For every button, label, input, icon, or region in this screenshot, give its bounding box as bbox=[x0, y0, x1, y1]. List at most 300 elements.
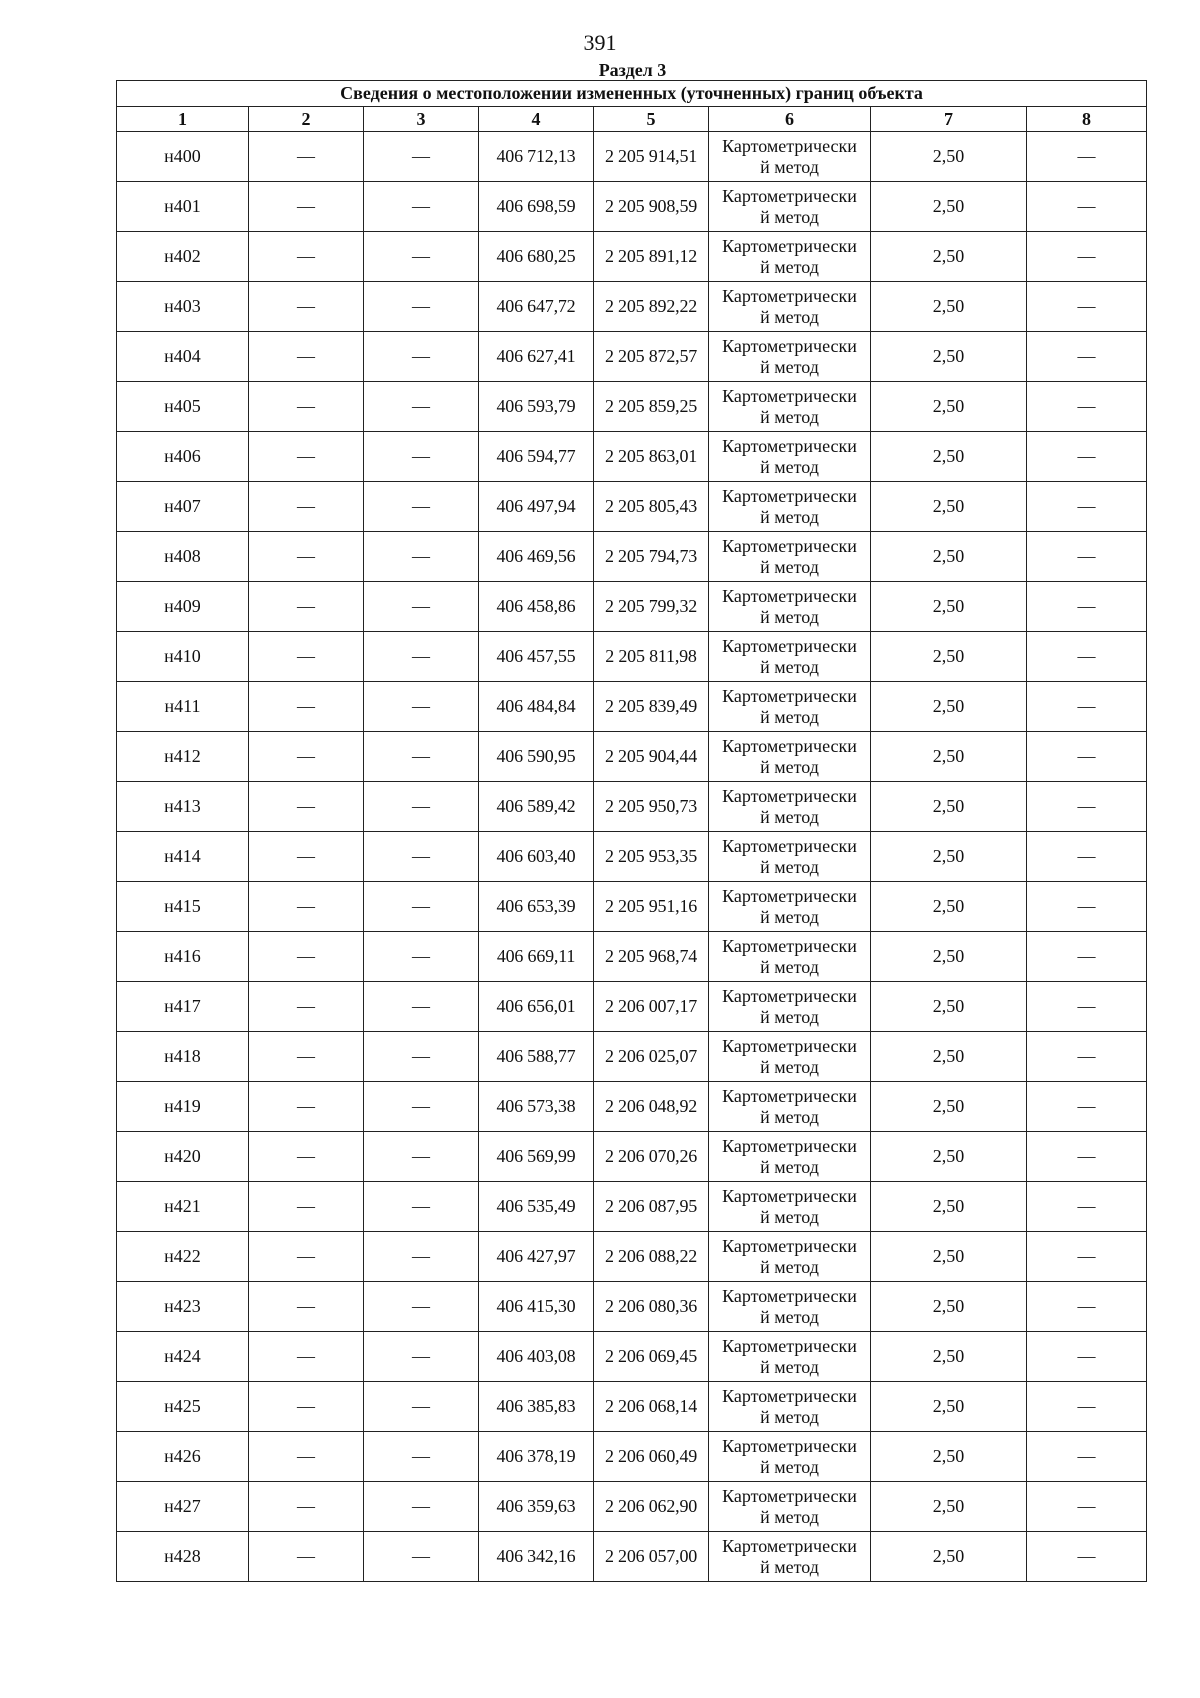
column-2-cell: — bbox=[249, 332, 364, 382]
accuracy-cell: 2,50 bbox=[871, 1232, 1027, 1282]
accuracy-cell: 2,50 bbox=[871, 1182, 1027, 1232]
y-coordinate-cell: 2 206 087,95 bbox=[594, 1182, 709, 1232]
method-cell bbox=[709, 232, 871, 282]
x-coordinate-cell: 406 653,39 bbox=[479, 882, 594, 932]
column-3-cell: — bbox=[364, 1232, 479, 1282]
method-line-2: й метод bbox=[760, 1156, 819, 1177]
point-cell: н420 bbox=[117, 1132, 249, 1182]
point-cell: н406 bbox=[117, 432, 249, 482]
accuracy-cell: 2,50 bbox=[871, 1482, 1027, 1532]
column-3-cell: — bbox=[364, 832, 479, 882]
table-body bbox=[117, 132, 1147, 1582]
column-3-cell: — bbox=[364, 1382, 479, 1432]
y-coordinate-cell: 2 206 060,49 bbox=[594, 1432, 709, 1482]
accuracy-cell: 2,50 bbox=[871, 982, 1027, 1032]
x-coordinate-cell: 406 457,55 bbox=[479, 632, 594, 682]
column-2-cell: — bbox=[249, 1432, 364, 1482]
method-cell bbox=[709, 782, 871, 832]
table-row bbox=[117, 1332, 1147, 1382]
point-cell: н410 bbox=[117, 632, 249, 682]
point-cell: н424 bbox=[117, 1332, 249, 1382]
y-coordinate-cell: 2 205 872,57 bbox=[594, 332, 709, 382]
column-8-cell: — bbox=[1027, 882, 1147, 932]
page-number: 391 bbox=[583, 30, 617, 55]
column-3-cell: — bbox=[364, 682, 479, 732]
column-2-cell: — bbox=[249, 732, 364, 782]
method-cell bbox=[709, 882, 871, 932]
x-coordinate-cell: 406 627,41 bbox=[479, 332, 594, 382]
x-coordinate-cell: 406 497,94 bbox=[479, 482, 594, 532]
column-3-cell: — bbox=[364, 532, 479, 582]
method-cell bbox=[709, 632, 871, 682]
accuracy-cell: 2,50 bbox=[871, 232, 1027, 282]
x-coordinate-cell: 406 385,83 bbox=[479, 1382, 594, 1432]
accuracy-cell: 2,50 bbox=[871, 1132, 1027, 1182]
column-3-cell: — bbox=[364, 1132, 479, 1182]
column-2-cell: — bbox=[249, 432, 364, 482]
x-coordinate-cell: 406 656,01 bbox=[479, 982, 594, 1032]
column-8-cell: — bbox=[1027, 432, 1147, 482]
method-line-2: й метод bbox=[760, 1506, 819, 1527]
x-coordinate-cell: 406 359,63 bbox=[479, 1482, 594, 1532]
x-coordinate-cell: 406 647,72 bbox=[479, 282, 594, 332]
point-cell: н407 bbox=[117, 482, 249, 532]
y-coordinate-cell: 2 205 892,22 bbox=[594, 282, 709, 332]
accuracy-cell: 2,50 bbox=[871, 632, 1027, 682]
column-3-cell: — bbox=[364, 1432, 479, 1482]
column-8-cell: — bbox=[1027, 232, 1147, 282]
column-8-cell: — bbox=[1027, 1282, 1147, 1332]
column-3-cell: — bbox=[364, 282, 479, 332]
column-2-cell: — bbox=[249, 632, 364, 682]
method-line-2: й метод bbox=[760, 1106, 819, 1127]
method-line-2: й метод bbox=[760, 406, 819, 427]
y-coordinate-cell: 2 205 863,01 bbox=[594, 432, 709, 482]
x-coordinate-cell: 406 590,95 bbox=[479, 732, 594, 782]
column-3-cell: — bbox=[364, 1282, 479, 1332]
method-cell bbox=[709, 1432, 871, 1482]
column-header-3: 3 bbox=[364, 107, 479, 132]
accuracy-cell: 2,50 bbox=[871, 1532, 1027, 1582]
method-line-2: й метод bbox=[760, 806, 819, 827]
accuracy-cell: 2,50 bbox=[871, 532, 1027, 582]
column-header-4: 4 bbox=[479, 107, 594, 132]
table-row bbox=[117, 1432, 1147, 1482]
table-row bbox=[117, 1532, 1147, 1582]
method-line-2: й метод bbox=[760, 356, 819, 377]
method-line-1: Картометрически bbox=[722, 935, 857, 956]
y-coordinate-cell: 2 206 069,45 bbox=[594, 1332, 709, 1382]
point-cell: н413 bbox=[117, 782, 249, 832]
accuracy-cell: 2,50 bbox=[871, 282, 1027, 332]
column-3-cell: — bbox=[364, 982, 479, 1032]
section-title: Раздел 3 bbox=[598, 60, 667, 80]
column-8-cell: — bbox=[1027, 1382, 1147, 1432]
y-coordinate-cell: 2 205 914,51 bbox=[594, 132, 709, 182]
accuracy-cell: 2,50 bbox=[871, 1382, 1027, 1432]
column-3-cell: — bbox=[364, 132, 479, 182]
method-cell bbox=[709, 1332, 871, 1382]
x-coordinate-cell: 406 342,16 bbox=[479, 1532, 594, 1582]
accuracy-cell: 2,50 bbox=[871, 432, 1027, 482]
method-line-2: й метод bbox=[760, 906, 819, 927]
accuracy-cell: 2,50 bbox=[871, 332, 1027, 382]
method-cell bbox=[709, 1082, 871, 1132]
table-row bbox=[117, 682, 1147, 732]
point-cell: н402 bbox=[117, 232, 249, 282]
table-row bbox=[117, 1182, 1147, 1232]
y-coordinate-cell: 2 205 950,73 bbox=[594, 782, 709, 832]
x-coordinate-cell: 406 712,13 bbox=[479, 132, 594, 182]
x-coordinate-cell: 406 458,86 bbox=[479, 582, 594, 632]
point-cell: н427 bbox=[117, 1482, 249, 1532]
accuracy-cell: 2,50 bbox=[871, 1032, 1027, 1082]
table-row bbox=[117, 1032, 1147, 1082]
y-coordinate-cell: 2 205 951,16 bbox=[594, 882, 709, 932]
accuracy-cell: 2,50 bbox=[871, 732, 1027, 782]
method-line-1: Картометрически bbox=[722, 1035, 857, 1056]
column-8-cell: — bbox=[1027, 1082, 1147, 1132]
method-line-1: Картометрически bbox=[722, 685, 857, 706]
method-line-1: Картометрически bbox=[722, 135, 857, 156]
method-line-2: й метод bbox=[760, 656, 819, 677]
point-cell: н409 bbox=[117, 582, 249, 632]
x-coordinate-cell: 406 415,30 bbox=[479, 1282, 594, 1332]
point-cell: н403 bbox=[117, 282, 249, 332]
table-row bbox=[117, 1132, 1147, 1182]
method-line-2: й метод bbox=[760, 556, 819, 577]
x-coordinate-cell: 406 573,38 bbox=[479, 1082, 594, 1132]
table-row bbox=[117, 1482, 1147, 1532]
boundary-coordinates-table bbox=[116, 80, 1147, 1582]
method-line-2: й метод bbox=[760, 456, 819, 477]
column-8-cell: — bbox=[1027, 632, 1147, 682]
accuracy-cell: 2,50 bbox=[871, 682, 1027, 732]
method-line-1: Картометрически bbox=[722, 485, 857, 506]
column-3-cell: — bbox=[364, 382, 479, 432]
method-cell bbox=[709, 732, 871, 782]
method-line-1: Картометрически bbox=[722, 985, 857, 1006]
accuracy-cell: 2,50 bbox=[871, 582, 1027, 632]
table-row bbox=[117, 782, 1147, 832]
point-cell: н417 bbox=[117, 982, 249, 1032]
y-coordinate-cell: 2 205 811,98 bbox=[594, 632, 709, 682]
point-cell: н425 bbox=[117, 1382, 249, 1432]
point-cell: н412 bbox=[117, 732, 249, 782]
table-row bbox=[117, 182, 1147, 232]
point-cell: н401 bbox=[117, 182, 249, 232]
method-line-1: Картометрически bbox=[722, 1085, 857, 1106]
y-coordinate-cell: 2 206 048,92 bbox=[594, 1082, 709, 1132]
method-cell bbox=[709, 1132, 871, 1182]
column-2-cell: — bbox=[249, 282, 364, 332]
method-line-2: й метод bbox=[760, 1456, 819, 1477]
column-header-1: 1 bbox=[117, 107, 249, 132]
column-2-cell: — bbox=[249, 1332, 364, 1382]
accuracy-cell: 2,50 bbox=[871, 932, 1027, 982]
column-3-cell: — bbox=[364, 432, 479, 482]
column-2-cell: — bbox=[249, 1382, 364, 1432]
column-8-cell: — bbox=[1027, 182, 1147, 232]
column-8-cell: — bbox=[1027, 332, 1147, 382]
table-row bbox=[117, 632, 1147, 682]
table-caption: Сведения о местоположении измененных (уточненных) границ объекта bbox=[117, 81, 1147, 107]
method-line-1: Картометрически bbox=[722, 185, 857, 206]
method-cell bbox=[709, 682, 871, 732]
column-8-cell: — bbox=[1027, 1332, 1147, 1382]
accuracy-cell: 2,50 bbox=[871, 132, 1027, 182]
method-line-2: й метод bbox=[760, 856, 819, 877]
table-row bbox=[117, 582, 1147, 632]
column-8-cell: — bbox=[1027, 1182, 1147, 1232]
method-cell bbox=[709, 582, 871, 632]
table-row bbox=[117, 432, 1147, 482]
method-line-2: й метод bbox=[760, 256, 819, 277]
column-3-cell: — bbox=[364, 1032, 479, 1082]
y-coordinate-cell: 2 206 057,00 bbox=[594, 1532, 709, 1582]
y-coordinate-cell: 2 205 904,44 bbox=[594, 732, 709, 782]
column-8-cell: — bbox=[1027, 532, 1147, 582]
table-row bbox=[117, 982, 1147, 1032]
column-2-cell: — bbox=[249, 782, 364, 832]
column-3-cell: — bbox=[364, 232, 479, 282]
method-cell bbox=[709, 982, 871, 1032]
column-8-cell: — bbox=[1027, 982, 1147, 1032]
method-line-1: Картометрически bbox=[722, 235, 857, 256]
table-row bbox=[117, 932, 1147, 982]
point-cell: н416 bbox=[117, 932, 249, 982]
y-coordinate-cell: 2 205 839,49 bbox=[594, 682, 709, 732]
table-header-row bbox=[117, 107, 1147, 132]
x-coordinate-cell: 406 588,77 bbox=[479, 1032, 594, 1082]
method-cell bbox=[709, 1532, 871, 1582]
table-row bbox=[117, 132, 1147, 182]
column-3-cell: — bbox=[364, 482, 479, 532]
column-2-cell: — bbox=[249, 132, 364, 182]
column-2-cell: — bbox=[249, 832, 364, 882]
x-coordinate-cell: 406 403,08 bbox=[479, 1332, 594, 1382]
column-3-cell: — bbox=[364, 582, 479, 632]
method-line-2: й метод bbox=[760, 706, 819, 727]
method-cell bbox=[709, 1482, 871, 1532]
x-coordinate-cell: 406 469,56 bbox=[479, 532, 594, 582]
method-line-2: й метод bbox=[760, 1556, 819, 1577]
column-8-cell: — bbox=[1027, 732, 1147, 782]
column-3-cell: — bbox=[364, 632, 479, 682]
column-8-cell: — bbox=[1027, 682, 1147, 732]
column-8-cell: — bbox=[1027, 832, 1147, 882]
y-coordinate-cell: 2 206 062,90 bbox=[594, 1482, 709, 1532]
method-line-1: Картометрически bbox=[722, 1535, 857, 1556]
y-coordinate-cell: 2 205 891,12 bbox=[594, 232, 709, 282]
method-line-1: Картометрически bbox=[722, 385, 857, 406]
column-header-5: 5 bbox=[594, 107, 709, 132]
column-8-cell: — bbox=[1027, 1532, 1147, 1582]
method-cell bbox=[709, 1232, 871, 1282]
point-cell: н411 bbox=[117, 682, 249, 732]
x-coordinate-cell: 406 594,77 bbox=[479, 432, 594, 482]
accuracy-cell: 2,50 bbox=[871, 482, 1027, 532]
x-coordinate-cell: 406 569,99 bbox=[479, 1132, 594, 1182]
method-line-1: Картометрически bbox=[722, 1485, 857, 1506]
method-line-2: й метод bbox=[760, 956, 819, 977]
method-cell bbox=[709, 482, 871, 532]
accuracy-cell: 2,50 bbox=[871, 1082, 1027, 1132]
x-coordinate-cell: 406 427,97 bbox=[479, 1232, 594, 1282]
column-2-cell: — bbox=[249, 1132, 364, 1182]
column-3-cell: — bbox=[364, 1532, 479, 1582]
method-line-1: Картометрически bbox=[722, 1235, 857, 1256]
accuracy-cell: 2,50 bbox=[871, 1332, 1027, 1382]
column-2-cell: — bbox=[249, 1232, 364, 1282]
method-cell bbox=[709, 382, 871, 432]
column-3-cell: — bbox=[364, 332, 479, 382]
column-8-cell: — bbox=[1027, 582, 1147, 632]
column-2-cell: — bbox=[249, 382, 364, 432]
column-2-cell: — bbox=[249, 1532, 364, 1582]
method-cell bbox=[709, 532, 871, 582]
y-coordinate-cell: 2 205 805,43 bbox=[594, 482, 709, 532]
column-8-cell: — bbox=[1027, 932, 1147, 982]
table-row bbox=[117, 1232, 1147, 1282]
table-row bbox=[117, 1282, 1147, 1332]
method-line-2: й метод bbox=[760, 756, 819, 777]
column-2-cell: — bbox=[249, 932, 364, 982]
y-coordinate-cell: 2 206 025,07 bbox=[594, 1032, 709, 1082]
method-cell bbox=[709, 1282, 871, 1332]
y-coordinate-cell: 2 205 799,32 bbox=[594, 582, 709, 632]
column-3-cell: — bbox=[364, 882, 479, 932]
accuracy-cell: 2,50 bbox=[871, 1432, 1027, 1482]
column-3-cell: — bbox=[364, 1482, 479, 1532]
table-caption-row bbox=[117, 81, 1147, 107]
accuracy-cell: 2,50 bbox=[871, 382, 1027, 432]
point-cell: н415 bbox=[117, 882, 249, 932]
column-3-cell: — bbox=[364, 782, 479, 832]
method-cell bbox=[709, 832, 871, 882]
x-coordinate-cell: 406 535,49 bbox=[479, 1182, 594, 1232]
y-coordinate-cell: 2 205 859,25 bbox=[594, 382, 709, 432]
column-2-cell: — bbox=[249, 1082, 364, 1132]
method-cell bbox=[709, 432, 871, 482]
column-8-cell: — bbox=[1027, 382, 1147, 432]
method-line-1: Картометрически bbox=[722, 1285, 857, 1306]
table-row bbox=[117, 1082, 1147, 1132]
point-cell: н428 bbox=[117, 1532, 249, 1582]
method-line-1: Картометрически bbox=[722, 285, 857, 306]
method-line-1: Картометрически bbox=[722, 635, 857, 656]
column-8-cell: — bbox=[1027, 1032, 1147, 1082]
method-line-2: й метод bbox=[760, 606, 819, 627]
method-line-1: Картометрически bbox=[722, 1135, 857, 1156]
method-line-1: Картометрически bbox=[722, 1185, 857, 1206]
y-coordinate-cell: 2 206 080,36 bbox=[594, 1282, 709, 1332]
method-cell bbox=[709, 182, 871, 232]
method-line-1: Картометрически bbox=[722, 585, 857, 606]
column-3-cell: — bbox=[364, 182, 479, 232]
column-3-cell: — bbox=[364, 1082, 479, 1132]
x-coordinate-cell: 406 680,25 bbox=[479, 232, 594, 282]
y-coordinate-cell: 2 206 088,22 bbox=[594, 1232, 709, 1282]
method-line-1: Картометрически bbox=[722, 535, 857, 556]
method-line-2: й метод bbox=[760, 206, 819, 227]
point-cell: н423 bbox=[117, 1282, 249, 1332]
x-coordinate-cell: 406 698,59 bbox=[479, 182, 594, 232]
method-line-2: й метод bbox=[760, 1206, 819, 1227]
accuracy-cell: 2,50 bbox=[871, 1282, 1027, 1332]
method-cell bbox=[709, 1182, 871, 1232]
column-header-7: 7 bbox=[871, 107, 1027, 132]
y-coordinate-cell: 2 206 007,17 bbox=[594, 982, 709, 1032]
column-2-cell: — bbox=[249, 1482, 364, 1532]
point-cell: н419 bbox=[117, 1082, 249, 1132]
column-2-cell: — bbox=[249, 532, 364, 582]
column-8-cell: — bbox=[1027, 782, 1147, 832]
column-3-cell: — bbox=[364, 932, 479, 982]
column-2-cell: — bbox=[249, 982, 364, 1032]
column-2-cell: — bbox=[249, 882, 364, 932]
table-row bbox=[117, 332, 1147, 382]
method-line-1: Картометрически bbox=[722, 335, 857, 356]
method-cell bbox=[709, 282, 871, 332]
method-line-2: й метод bbox=[760, 1306, 819, 1327]
column-3-cell: — bbox=[364, 732, 479, 782]
table-row bbox=[117, 1382, 1147, 1432]
point-cell: н400 bbox=[117, 132, 249, 182]
method-cell bbox=[709, 332, 871, 382]
table-row bbox=[117, 232, 1147, 282]
column-2-cell: — bbox=[249, 182, 364, 232]
method-line-1: Картометрически bbox=[722, 1385, 857, 1406]
method-line-1: Картометрически bbox=[722, 785, 857, 806]
method-line-1: Картометрически bbox=[722, 1335, 857, 1356]
point-cell: н405 bbox=[117, 382, 249, 432]
y-coordinate-cell: 2 205 794,73 bbox=[594, 532, 709, 582]
x-coordinate-cell: 406 669,11 bbox=[479, 932, 594, 982]
column-2-cell: — bbox=[249, 482, 364, 532]
method-cell bbox=[709, 932, 871, 982]
x-coordinate-cell: 406 378,19 bbox=[479, 1432, 594, 1482]
column-2-cell: — bbox=[249, 682, 364, 732]
column-8-cell: — bbox=[1027, 1232, 1147, 1282]
method-line-2: й метод bbox=[760, 306, 819, 327]
column-2-cell: — bbox=[249, 1282, 364, 1332]
x-coordinate-cell: 406 603,40 bbox=[479, 832, 594, 882]
y-coordinate-cell: 2 205 953,35 bbox=[594, 832, 709, 882]
table-row bbox=[117, 732, 1147, 782]
y-coordinate-cell: 2 205 908,59 bbox=[594, 182, 709, 232]
method-line-2: й метод bbox=[760, 1356, 819, 1377]
point-cell: н421 bbox=[117, 1182, 249, 1232]
method-line-1: Картометрически bbox=[722, 885, 857, 906]
x-coordinate-cell: 406 589,42 bbox=[479, 782, 594, 832]
method-line-1: Картометрически bbox=[722, 735, 857, 756]
table-row bbox=[117, 532, 1147, 582]
column-2-cell: — bbox=[249, 1032, 364, 1082]
table-row bbox=[117, 832, 1147, 882]
method-cell bbox=[709, 132, 871, 182]
method-line-2: й метод bbox=[760, 1056, 819, 1077]
column-2-cell: — bbox=[249, 232, 364, 282]
column-3-cell: — bbox=[364, 1332, 479, 1382]
point-cell: н422 bbox=[117, 1232, 249, 1282]
accuracy-cell: 2,50 bbox=[871, 782, 1027, 832]
x-coordinate-cell: 406 484,84 bbox=[479, 682, 594, 732]
column-8-cell: — bbox=[1027, 1132, 1147, 1182]
method-cell bbox=[709, 1032, 871, 1082]
table-row bbox=[117, 482, 1147, 532]
method-line-2: й метод bbox=[760, 1256, 819, 1277]
